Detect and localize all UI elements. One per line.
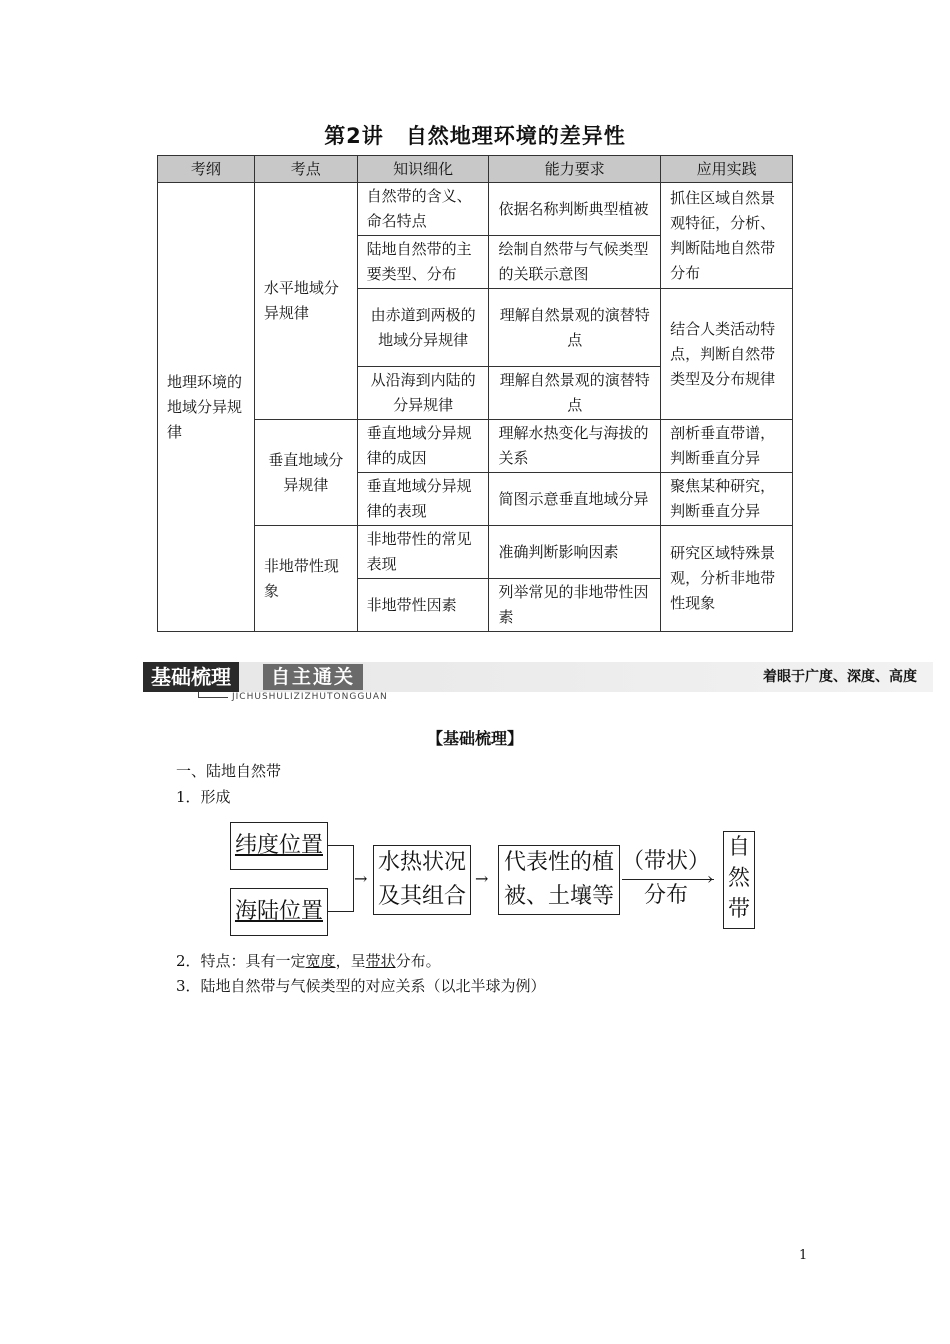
table-header: 应用实践 xyxy=(661,156,793,183)
arrow-icon: → xyxy=(354,869,368,888)
banner-underline xyxy=(198,697,228,698)
land-sea-box xyxy=(230,888,328,936)
ability-cell: 理解自然景观的演替特点 xyxy=(489,289,661,367)
banner-right-text: 着眼于广度、深度、高度 xyxy=(763,669,917,685)
section-banner xyxy=(143,662,933,692)
item2-suffix: 分布。 xyxy=(395,952,441,970)
practice-cell: 结合人类活动特点，判断自然带类型及分布规律 xyxy=(661,289,793,420)
land-sea-label: 海陆位置 xyxy=(234,899,323,924)
knowledge-cell: 非地带性的常见表现 xyxy=(357,526,489,579)
practice-cell: 研究区域特殊景观，分析非地带性现象 xyxy=(661,526,793,632)
knowledge-cell: 从沿海到内陆的分异规律 xyxy=(357,367,489,420)
ability-cell: 列举常见的非地带性因素 xyxy=(489,579,661,632)
hydro-line-2: 及其组合 xyxy=(377,884,466,909)
latitude-label: 纬度位置 xyxy=(234,833,323,858)
item-formation: 1．形成 xyxy=(176,788,231,806)
belt-line-2: 分布 xyxy=(643,883,688,908)
hydro-line-1: 水热状况 xyxy=(377,850,466,875)
knowledge-cell: 陆地自然带的主要类型、分布 xyxy=(357,236,489,289)
zone-box xyxy=(723,831,755,929)
lesson-number: 第2讲 xyxy=(324,124,384,148)
page-title xyxy=(0,120,950,150)
point-cell: 水平地域分异规律 xyxy=(254,183,357,420)
vegetation-line-2: 被、土壤等 xyxy=(503,884,614,909)
practice-cell: 抓住区域自然景观特征，分析、判断陆地自然带分布 xyxy=(661,183,793,289)
knowledge-cell: 自然带的含义、命名特点 xyxy=(357,183,489,236)
item2-mid: ，呈 xyxy=(335,952,366,970)
table-header-row xyxy=(158,156,793,183)
practice-cell: 聚焦某种研究，判断垂直分异 xyxy=(661,473,793,526)
arrow-icon: › xyxy=(707,869,714,888)
zone-char: 带 xyxy=(727,897,750,922)
vegetation-line-1: 代表性的植 xyxy=(503,850,614,875)
connector-line xyxy=(327,911,353,912)
vegetation-box xyxy=(498,845,620,915)
table-header: 考纲 xyxy=(158,156,255,183)
arrow-icon: → xyxy=(475,869,489,888)
item-correspondence: 3．陆地自然带与气候类型的对应关系（以北半球为例） xyxy=(176,977,546,995)
item2-answer-width: 宽度 xyxy=(305,952,336,970)
item-characteristics xyxy=(176,950,441,971)
ability-cell: 理解自然景观的演替特点 xyxy=(489,367,661,420)
hydro-box xyxy=(373,845,471,915)
banner-pinyin: JICHUSHULIZIZHUTONGGUAN xyxy=(232,692,388,702)
connector-line xyxy=(327,845,353,846)
point-cell: 垂直地域分异规律 xyxy=(254,420,357,526)
item2-prefix: 2．特点：具有一定 xyxy=(176,952,306,970)
banner-second: 自主通关 xyxy=(263,664,363,690)
outline-cell: 地理环境的地域分异规律 xyxy=(158,183,255,632)
ability-cell: 准确判断影响因素 xyxy=(489,526,661,579)
ability-cell: 简图示意垂直地域分异 xyxy=(489,473,661,526)
ability-cell: 依据名称判断典型植被 xyxy=(489,183,661,236)
zone-char: 然 xyxy=(727,866,750,891)
knowledge-cell: 由赤道到两极的地域分异规律 xyxy=(357,289,489,367)
knowledge-cell: 垂直地域分异规律的成因 xyxy=(357,420,489,473)
lesson-title: 自然地理环境的差异性 xyxy=(405,124,626,148)
table-header: 能力要求 xyxy=(489,156,661,183)
knowledge-cell: 垂直地域分异规律的表现 xyxy=(357,473,489,526)
practice-cell: 剖析垂直带谱，判断垂直分异 xyxy=(661,420,793,473)
arrow-shaft xyxy=(622,879,714,880)
belt-line-1: （带状） xyxy=(621,849,710,874)
ability-cell: 绘制自然带与气候类型的关联示意图 xyxy=(489,236,661,289)
table-header: 考点 xyxy=(254,156,357,183)
table-header: 知识细化 xyxy=(357,156,489,183)
ability-cell: 理解水热变化与海拔的关系 xyxy=(489,420,661,473)
knowledge-cell: 非地带性因素 xyxy=(357,579,489,632)
page-number: 1 xyxy=(799,1248,808,1263)
syllabus-table xyxy=(157,155,793,632)
banner-main: 基础梳理 xyxy=(143,662,239,692)
item2-answer-belt: 带状 xyxy=(365,952,396,970)
point-cell: 非地带性现象 xyxy=(254,526,357,632)
heading-land-zones: 一、陆地自然带 xyxy=(176,762,282,780)
table-row xyxy=(158,183,793,236)
zone-char: 自 xyxy=(727,835,750,860)
latitude-box xyxy=(230,822,328,870)
section-title: 【基础梳理】 xyxy=(426,729,523,748)
